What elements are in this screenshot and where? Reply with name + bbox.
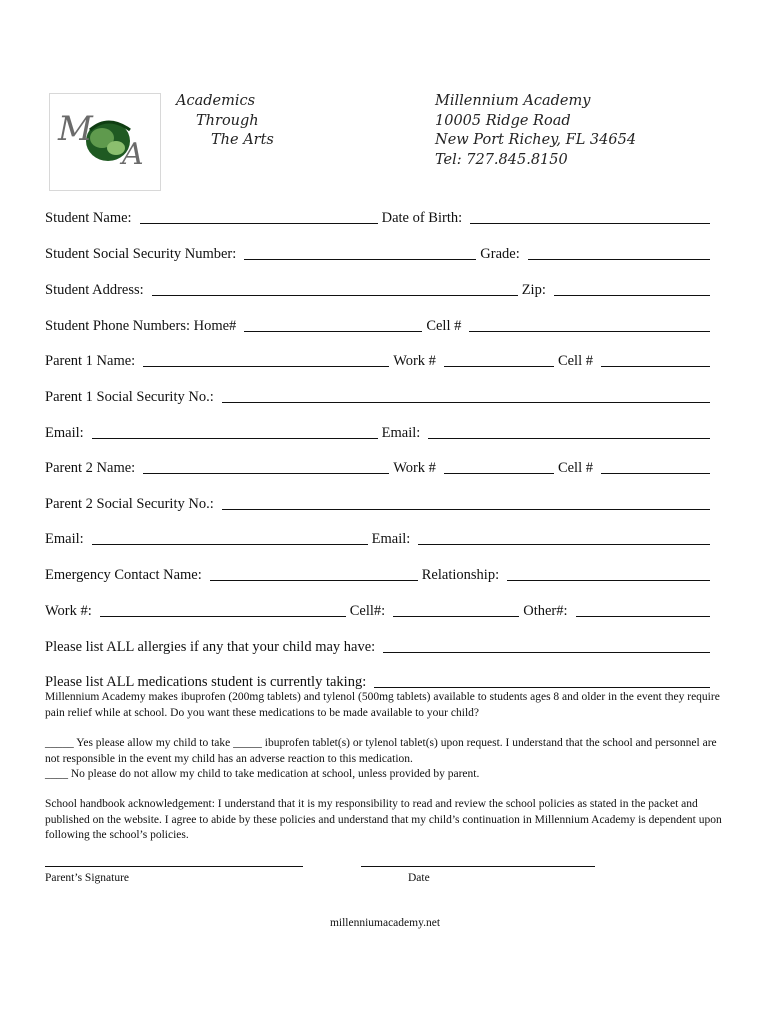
date-label: Date [408, 872, 430, 884]
school-name: Millennium Academy [435, 93, 591, 109]
row-parent1-ssn [45, 384, 710, 406]
grade-field[interactable] [528, 243, 710, 260]
parent2-cell-field[interactable] [601, 457, 710, 474]
parent-signature-label: Parent’s Signature [45, 872, 129, 884]
emergency-work-label: Work #: [45, 603, 92, 619]
ssn-label: Student Social Security Number: [45, 246, 237, 262]
medication-notice: Millennium Academy makes ibuprofen (200mg tablets) and tylenol (500mg tablets) available to students ages 8 and older in the event they require pain relief while at school. Do you want these medications to be made available to your child? [45, 691, 720, 719]
emergency-label: Emergency Contact Name: [45, 567, 202, 583]
parent2-name-field[interactable] [143, 457, 389, 474]
emergency-cell-label: Cell#: [349, 603, 386, 619]
parent-signature-line[interactable] [45, 866, 303, 867]
parent1-name-label: Parent 1 Name: [45, 353, 136, 369]
parent2-ssn-field[interactable] [222, 493, 710, 510]
parent1-work-field[interactable] [444, 350, 554, 367]
zip-field[interactable] [554, 279, 710, 296]
parent1-ssn-field[interactable] [222, 386, 710, 403]
parent2-email-field[interactable] [92, 528, 368, 545]
parent1-email-field[interactable] [92, 422, 378, 439]
medication-option-yes[interactable]: _____ Yes please allow my child to take _____ ibuprofen tablet(s) or tylenol tablet(s) upon request. I understand that the school and personnel are not responsible in the event my child has an adverse reaction to this medication. [45, 737, 717, 765]
row-address [45, 277, 710, 299]
cell-phone-field[interactable] [469, 315, 710, 332]
relationship-label: Relationship: [421, 567, 500, 583]
row-ssn [45, 241, 710, 263]
school-street: 10005 Ridge Road [435, 113, 571, 129]
footer-website[interactable]: millenniumacademy.net [329, 917, 441, 929]
parent2-email2-label: Email: [371, 531, 411, 547]
motto-line-3: The Arts [211, 132, 274, 148]
row-student-name [45, 205, 710, 227]
allergies-field[interactable] [383, 636, 710, 653]
row-allergies [45, 634, 710, 656]
parent1-work-label: Work # [393, 353, 436, 369]
dob-label: Date of Birth: [381, 210, 463, 226]
row-medications [45, 669, 710, 691]
medication-option-no[interactable]: ____ No please do not allow my child to take medication at school, unless provided by parent. [45, 768, 480, 780]
relationship-field[interactable] [507, 564, 710, 581]
parent2-work-field[interactable] [444, 457, 554, 474]
medications-label: Please list ALL medications student is currently taking: [45, 674, 367, 690]
school-phone: Tel: 727.845.8150 [435, 152, 568, 168]
grade-label: Grade: [480, 246, 520, 262]
emergency-other-field[interactable] [576, 600, 710, 617]
home-phone-field[interactable] [244, 315, 422, 332]
address-field[interactable] [152, 279, 518, 296]
cell-label: Cell # [426, 318, 462, 334]
student-name-field[interactable] [140, 207, 378, 224]
parent2-email2-field[interactable] [418, 528, 710, 545]
student-name-label: Student Name: [45, 210, 132, 226]
parent1-email-label: Email: [45, 425, 84, 441]
emergency-name-field[interactable] [210, 564, 418, 581]
phones-label: Student Phone Numbers: Home# [45, 318, 237, 334]
emergency-work-field[interactable] [100, 600, 346, 617]
parent1-cell-field[interactable] [601, 350, 710, 367]
ssn-field[interactable] [244, 243, 476, 260]
row-parent1 [45, 348, 710, 370]
motto-line-1: Academics [176, 93, 256, 109]
parent1-email2-field[interactable] [428, 422, 710, 439]
parent1-cell-label: Cell # [557, 353, 593, 369]
svg-text:A: A [122, 137, 144, 172]
row-parent2-email [45, 526, 710, 548]
handbook-acknowledgement: School handbook acknowledgement: I understand that it is my responsibility to read and review the school policies as stated in the packet and published on the website. I agree to abide by these policies and understand that my child’s continuation in Millennium Academy is dependent upon following the school’s policies. [45, 798, 722, 841]
school-city: New Port Richey, FL 34654 [435, 132, 637, 148]
dob-field[interactable] [470, 207, 710, 224]
parent2-name-label: Parent 2 Name: [45, 460, 136, 476]
globe-logo-icon [50, 94, 160, 190]
parent2-work-label: Work # [393, 460, 436, 476]
date-line[interactable] [361, 866, 595, 867]
svg-text:M: M [58, 109, 93, 149]
row-emergency [45, 562, 710, 584]
parent1-ssn-label: Parent 1 Social Security No.: [45, 389, 214, 405]
parent2-ssn-label: Parent 2 Social Security No.: [45, 496, 214, 512]
allergies-label: Please list ALL allergies if any that your child may have: [45, 639, 376, 655]
zip-label: Zip: [521, 282, 546, 298]
school-logo [49, 93, 161, 191]
parent1-name-field[interactable] [143, 350, 389, 367]
row-phones [45, 313, 710, 335]
parent2-cell-label: Cell # [557, 460, 593, 476]
emergency-other-label: Other#: [523, 603, 568, 619]
medications-field[interactable] [374, 671, 710, 688]
row-parent2 [45, 455, 710, 477]
row-parent1-email [45, 420, 710, 442]
emergency-cell-field[interactable] [393, 600, 519, 617]
parent1-email2-label: Email: [381, 425, 421, 441]
row-emergency-phones [45, 598, 710, 620]
row-parent2-ssn [45, 491, 710, 513]
address-label: Student Address: [45, 282, 144, 298]
motto-line-2: Through [196, 113, 259, 129]
parent2-email-label: Email: [45, 531, 84, 547]
